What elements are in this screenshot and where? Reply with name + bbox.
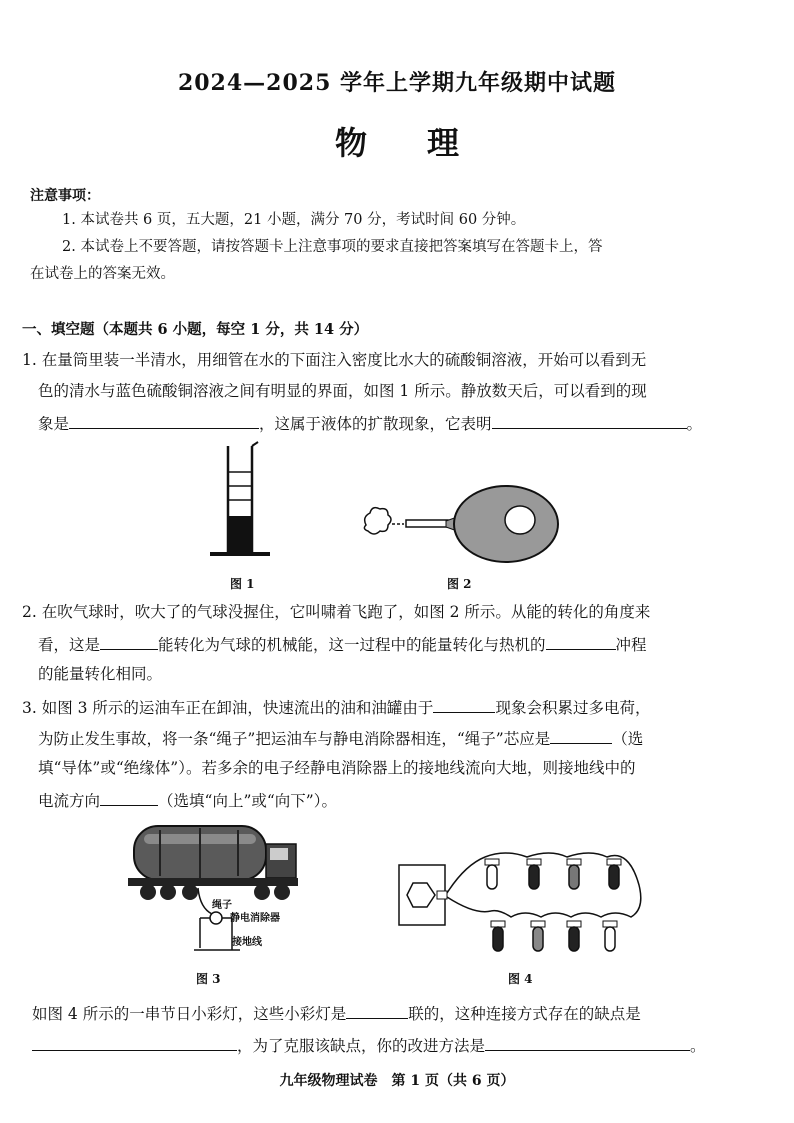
oil-tanker-figure	[120, 818, 320, 968]
fig1-caption: 图 1	[230, 577, 255, 591]
q3-text-d: （选	[612, 730, 644, 748]
q3-blank-1[interactable]	[433, 696, 495, 713]
q3-text-a: 3. 如图 3 所示的运油车正在卸油，快速流出的油和油罐由于	[22, 699, 434, 717]
notice-item-2-cont: 在试卷上的答案无效。	[30, 266, 175, 282]
q2-text-b: 能转化为气球的机械能，这一过程中的能量转化与热机的	[158, 636, 546, 654]
graduated-cylinder-figure	[200, 440, 280, 565]
q1-blank-1[interactable]	[69, 412, 259, 429]
balloon-figure	[360, 470, 560, 570]
q4-text-a: 如图 4 所示的一串节日小彩灯，这些小彩灯是	[32, 1005, 347, 1023]
q4-blank-3[interactable]	[485, 1034, 690, 1051]
q3-line-2	[38, 727, 643, 749]
page-footer: 九年级物理试卷 第 1 页（共 6 页）	[279, 1073, 515, 1089]
notice-item-1: 1. 本试卷共 6 页，五大题，21 小题，满分 70 分，考试时间 60 分钟。	[62, 212, 526, 228]
q2-line-2	[38, 633, 647, 655]
q3-text-e: 电流方向	[38, 792, 101, 810]
q3-text-f: （选填“向上”或“向下”）。	[158, 792, 337, 810]
fig2-caption: 图 2	[447, 577, 472, 591]
festive-lights-figure	[395, 845, 655, 970]
q2-blank-1[interactable]	[100, 633, 158, 650]
fig3-eliminator-label: 静电消除器	[230, 913, 280, 924]
q2-text-c: 冲程	[615, 636, 647, 654]
q3-text-c: 为防止发生事故，将一条“绳子”把运油车与静电消除器相连，“绳子”芯应是	[38, 730, 551, 748]
q1-text-a: 象是	[38, 415, 70, 433]
fig3-caption: 图 3	[196, 972, 221, 986]
q3-line-4	[38, 789, 337, 811]
q3-text-b: 现象会积累过多电荷，	[495, 699, 651, 717]
q4-text-b: 联的，这种连接方式存在的缺点是	[408, 1005, 641, 1023]
q1-line-3	[38, 412, 702, 434]
q2-line-3: 的能量转化相同。	[38, 665, 163, 683]
page-title: 2024—2025 学年上学期九年级期中试题	[177, 70, 617, 96]
fig3-rope-label: 绳子	[212, 900, 232, 911]
q1-text-b: ，这属于液体的扩散现象，它表明	[259, 415, 492, 433]
q3-line-1	[22, 696, 650, 718]
q3-blank-2[interactable]	[550, 727, 612, 744]
q2-line-1: 2. 在吹气球时，吹大了的气球没握住，它叫啸着飞跑了，如图 2 所示。从能的转化的角度来	[22, 603, 651, 621]
q2-blank-2[interactable]	[546, 633, 616, 650]
q1-text-c: 。	[686, 415, 703, 433]
fig4-caption: 图 4	[508, 972, 533, 986]
notice-heading: 注意事项：	[30, 188, 100, 204]
section-heading: 一、填空题（本题共 6 小题，每空 1 分，共 14 分）	[22, 321, 369, 338]
q1-line-2: 色的清水与蓝色硫酸铜溶液之间有明显的界面，如图 1 所示。静放数天后，可以看到的现	[38, 382, 647, 400]
q4-line-2	[32, 1034, 706, 1056]
fig3-ground-label: 接地线	[232, 937, 262, 948]
subject-title: 物理	[334, 124, 519, 162]
q4-text-d: 。	[690, 1037, 706, 1055]
q1-blank-2[interactable]	[492, 412, 687, 429]
q3-line-3: 填“导体”或“绝缘体”）。若多余的电子经静电消除器上的接地线流向大地，则接地线中的	[38, 759, 636, 777]
q1-line-1: 1. 在量筒里装一半清水，用细管在水的下面注入密度比水大的硫酸铜溶液，开始可以看到无	[22, 351, 647, 369]
q4-line-1	[32, 1002, 641, 1024]
q4-blank-2[interactable]	[32, 1034, 237, 1051]
notice-item-2: 2. 本试卷上不要答题，请按答题卡上注意事项的要求直接把答案填写在答题卡上，答	[62, 239, 603, 255]
q4-text-c: ，为了克服该缺点，你的改进方法是	[237, 1037, 486, 1055]
q2-text-a: 看，这是	[38, 636, 101, 654]
q3-blank-3[interactable]	[100, 789, 158, 806]
q4-blank-1[interactable]	[346, 1002, 408, 1019]
